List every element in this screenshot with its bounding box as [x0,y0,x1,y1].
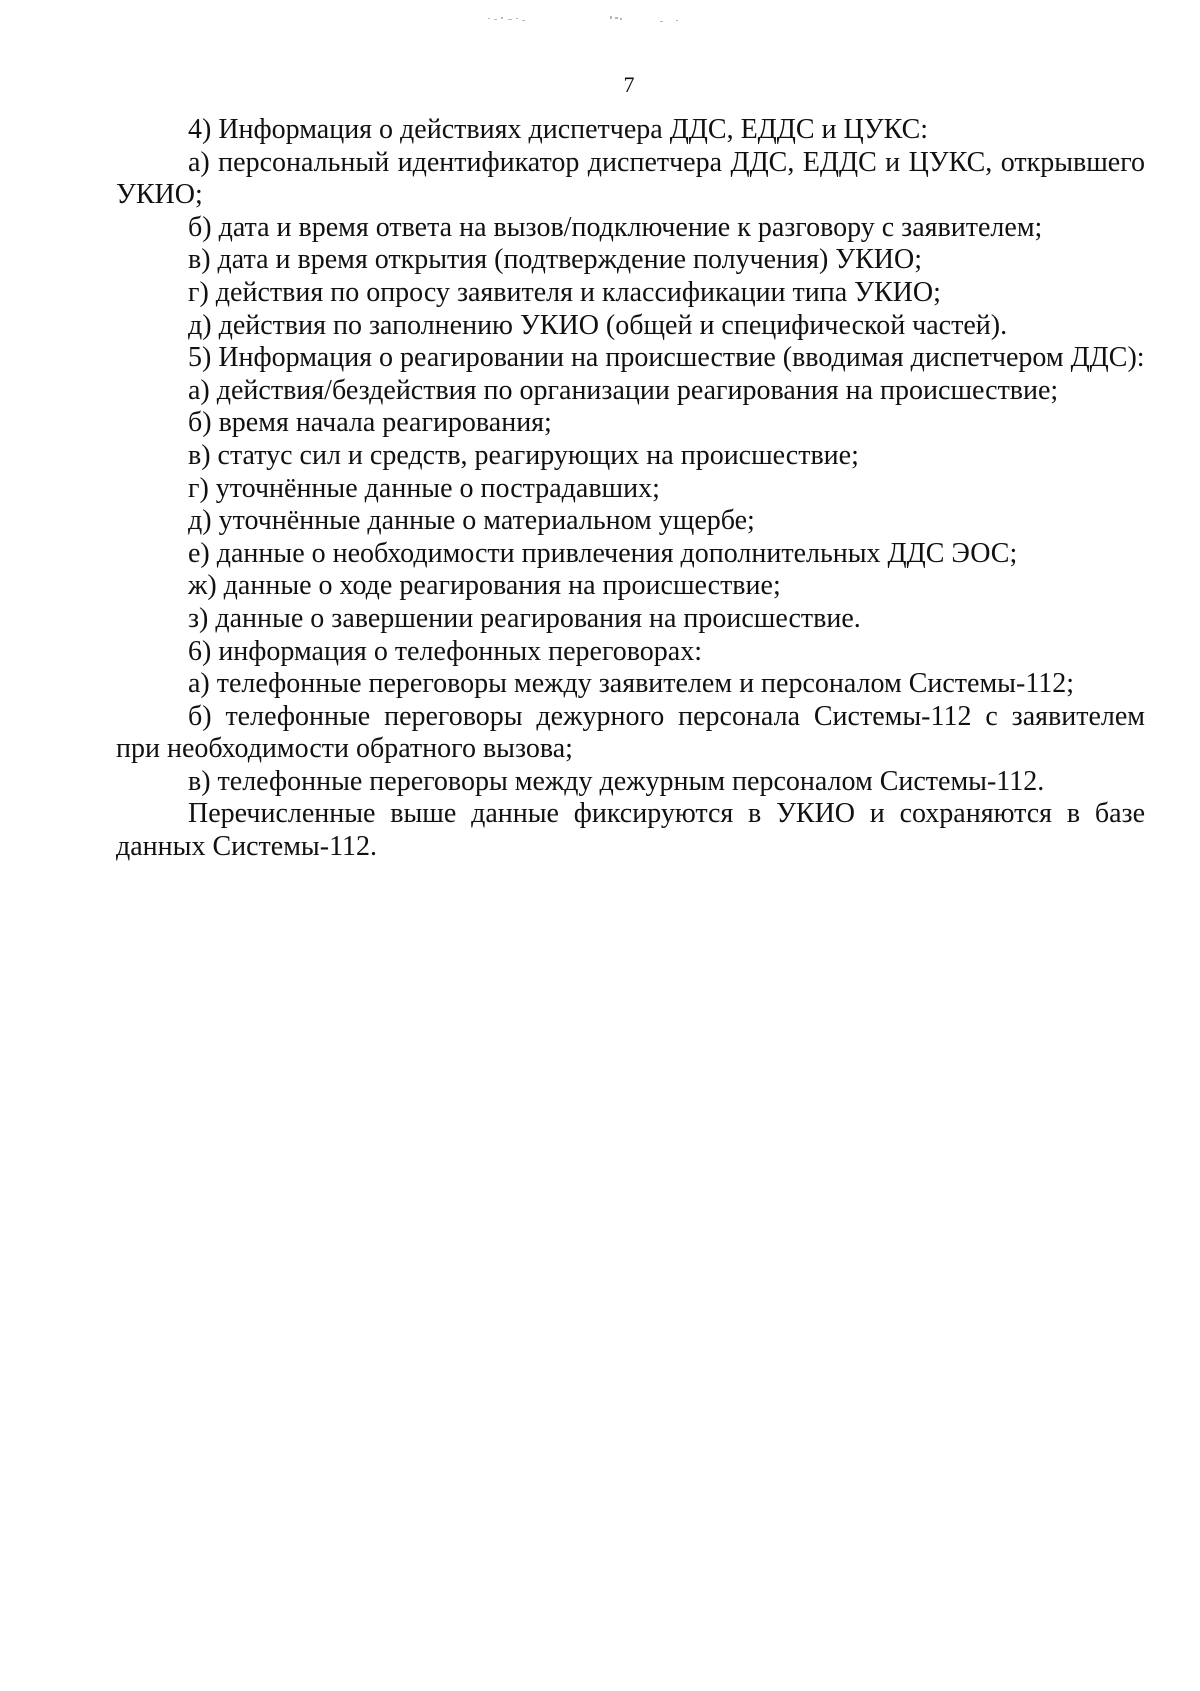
paragraph: Перечисленные выше данные фиксируются в УКИО и сохраняются в базе данных Системы-112. [116,798,1145,863]
paragraph: в) телефонные переговоры между дежурным персоналом Системы-112. [188,765,1045,797]
paragraph: з) данные о завершении реагирования на происшествие. [188,602,861,634]
paragraph: а) действия/бездействия по организации реагирования на происшествие; [188,374,1059,406]
document-body [116,114,1145,864]
paragraph: д) уточнённые данные о материальном ущербе; [188,505,755,537]
paragraph: б) время начала реагирования; [188,407,552,439]
paragraph: б) телефонные переговоры дежурного персонала Системы-112 с заявителем при необходимости обратного вызова; [116,700,1145,765]
paragraph: 6) информация о телефонных переговорах: [188,635,703,667]
paragraph: а) телефонные переговоры между заявителем и персоналом Системы-112; [188,668,1075,700]
paragraph: е) данные о необходимости привлечения дополнительных ДДС ЭОС; [188,537,1018,569]
paragraph: б) дата и время ответа на вызов/подключение к разговору с заявителем; [188,211,1043,243]
paragraph: 5) Информация о реагировании на происшествие (вводимая диспетчером ДДС): [188,342,1145,374]
paragraph: в) дата и время открытия (подтверждение получения) УКИО; [188,244,922,276]
paragraph: в) статус сил и средств, реагирующих на происшествие; [188,439,859,471]
paragraph: д) действия по заполнению УКИО (общей и специфической частей). [188,309,1008,341]
paragraph: 4) Информация о действиях диспетчера ДДС, ЕДДС и ЦУКС: [188,114,929,145]
paragraph: а) персональный идентификатор диспетчера ДДС, ЕДДС и ЦУКС, открывшего УКИО; [116,146,1145,211]
paragraph: г) действия по опросу заявителя и классификации типа УКИО; [188,276,941,308]
page-number: 7 [623,72,635,97]
scan-noise [470,10,730,30]
paragraph: ж) данные о ходе реагирования на происшествие; [188,570,781,602]
paragraph: г) уточнённые данные о пострадавших; [188,472,660,504]
